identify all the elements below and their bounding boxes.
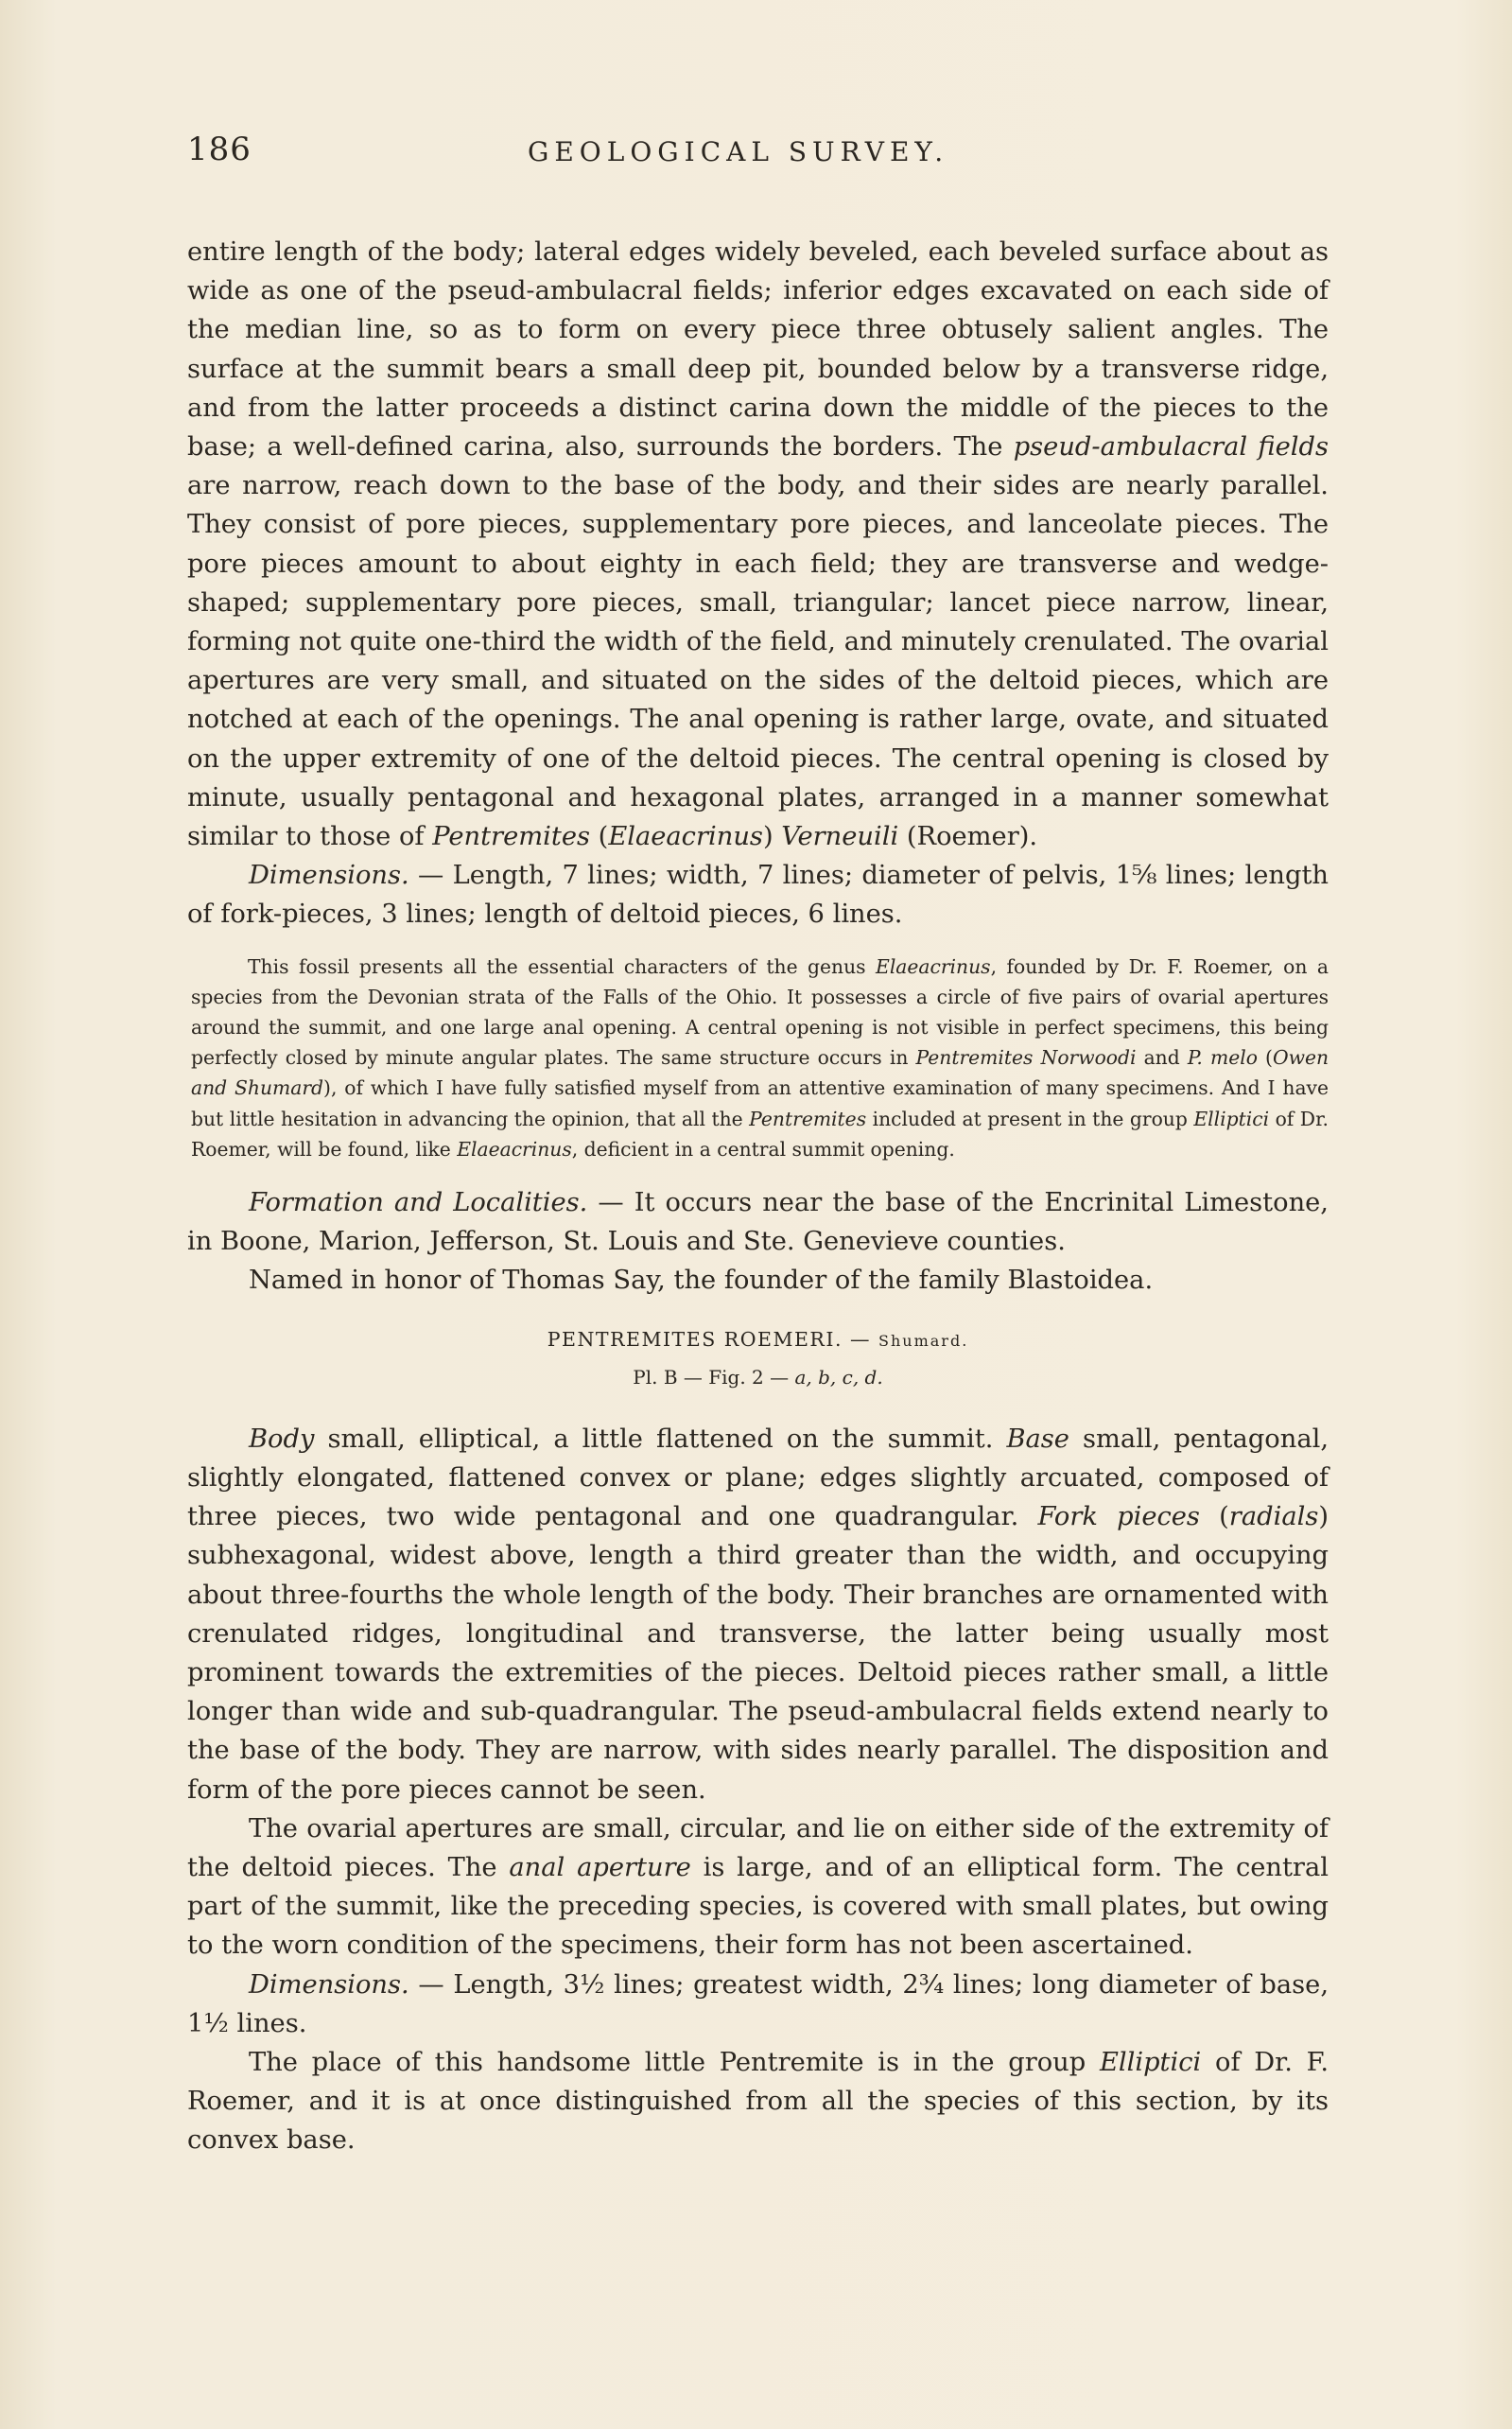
italic-term: Base [1006,1424,1069,1454]
footnote-remarks [191,952,1329,1164]
text-run: The place of this handsome little Pentremite is in the group [249,2047,1100,2077]
text-run: and [1136,1046,1188,1070]
paragraph-body-description [187,1420,1329,1809]
plate-label: Pl. B — Fig. 2 — [633,1365,795,1389]
text-run: — Length, 3½ lines; greatest width, 2¾ lines; long diameter of base, 1½ lines. [187,1969,1329,2038]
paragraph-ovarial [187,1809,1329,1966]
text-run: ( [590,822,609,852]
page-body [187,233,1329,2160]
italic-term: Elliptici [1099,2047,1202,2077]
text-run: of Dr. Roemer, will be found, like [191,1107,1329,1161]
text-run: This fossil presents all the essential characters of the genus [248,954,877,978]
italic-term: Body [249,1424,315,1454]
text-run: small, pentagonal, slightly elongated, flattened convex or plane; edges slightly arcuated, composed of three pieces, two wide pentagonal and one quadrangular. [187,1424,1330,1532]
text-run: ( [1199,1502,1229,1532]
italic-term: pseud-ambulacral fields [1013,432,1329,463]
text-run: are narrow, reach down to the base of the body, and their sides are nearly parallel. They consist of pore pieces, supplementary pore pieces, and lanceolate pieces. The pore pieces amount to about eighty in each field; they are transverse and wedge-shaped; supplementary pore pieces, small, triangular; lancet piece narrow, linear, forming not quite one-third the width of the field, and minutely crenulated. The ovarial apertures are very small, and situated on the sides of the deltoid pieces, which are notched at each of the openings. The anal opening is rather large, ovate, and situated on the upper extremity of one of the deltoid pieces. The central opening is closed by minute, usually pentagonal and hexagonal plates, arranged in a manner somewhat similar to those of [187,471,1329,852]
text-run: small, elliptical, a little flattened on the summit. [314,1424,1007,1454]
text-run: The ovarial apertures are small, circular, and lie on either side of the extremity of the deltoid pieces. The [187,1813,1329,1882]
italic-term: Elaeacrinus [876,954,991,978]
italic-term: Elaeacrinus [608,822,763,852]
text-run: ), of which I have fully satisfied myself from an attentive examination of many specimens. And I have but little hesitation in advancing the opinion, that all the [191,1076,1329,1130]
paragraph-formation [187,1183,1329,1261]
text-run: of Dr. F. Roemer, and it is at once distinguished from all the species of this section, by its convex base. [187,2047,1329,2156]
text-run: ( [1257,1046,1273,1070]
species-name: PENTREMITES ROEMERI. — [547,1327,879,1351]
species-heading [187,1323,1329,1357]
italic-term: P. melo [1187,1046,1258,1070]
italic-term: Elaeacrinus [457,1137,572,1161]
italic-term: radials [1228,1502,1319,1532]
text-run: — Length, 7 lines; width, 7 lines; diameter of pelvis, 1⅝ lines; length of fork-pieces, 3 lines; length of deltoid pieces, 6 lines. [187,861,1329,930]
text-run: included at present in the group [866,1107,1194,1130]
italic-term: Fork pieces [1037,1502,1200,1532]
text-run: entire length of the body; lateral edges widely beveled, each beveled surface about as wide as one of the pseud-ambulacral fields; inferior edges excavated on each side of the median line, so as to form on every piece three obtusely salient angles. The surface at the summit bears a small deep pit, bounded below by a transverse ridge, and from the latter proceeds a distinct carina down the middle of the pieces to the base; a well-defined carina, also, surrounds the borders. The [187,237,1329,463]
page-header [187,131,1329,187]
text-run: , deficient in a central summit opening. [571,1137,955,1161]
italic-term: Pentremites [432,822,590,852]
italic-term: Verneuili [781,822,899,852]
running-title: GEOLOGICAL SURVEY. [528,136,949,167]
italic-term: Owen and Shumard [191,1046,1330,1100]
paragraph-description [187,233,1329,856]
text-run: ) [762,822,782,852]
italic-term: Pentremites [749,1107,867,1130]
paragraph-dimensions-2 [187,1966,1329,2043]
dimensions-label: Dimensions. [249,861,409,891]
formation-label: Formation and Localities. [249,1188,588,1218]
paragraph-classification [187,2043,1329,2160]
italic-term: Pentremites Norwoodi [915,1046,1137,1070]
italic-term: anal aperture [509,1852,691,1882]
text-run: — It occurs near the base of the Encrinital Limestone, in Boone, Marion, Jefferson, St. Louis and Ste. Genevieve counties. [187,1188,1329,1257]
paragraph-naming: Named in honor of Thomas Say, the founder of the family Blastoidea. [249,1266,1154,1296]
italic-term: Elliptici [1193,1107,1270,1130]
species-author: Shumard. [878,1331,969,1350]
paragraph-dimensions [187,856,1329,934]
dimensions-label: Dimensions. [249,1969,409,2000]
page-number: 186 [187,131,252,168]
text-run: ) subhexagonal, widest above, length a third greater than the width, and occupying about three-fourths the whole length of the body. Their branches are ornamented with crenulated ridges, longitudinal and transverse, the latter being usually most prominent towards the extremities of the pieces. Deltoid pieces rather small, a little longer than wide and sub-quadrangular. The pseud-ambulacral fields extend nearly to the base of the body. They are narrow, with sides nearly parallel. The disposition and form of the pore pieces cannot be seen. [187,1502,1329,1805]
text-run: is large, and of an elliptical form. The central part of the summit, like the preceding species, is covered with small plates, but owing to the worn condition of the specimens, their form has not been ascertained. [187,1852,1329,1961]
text-run: , founded by Dr. F. Roemer, on a species from the Devonian strata of the Falls of the Ohio. It possesses a circle of five pairs of ovarial apertures around the summit, and one large anal opening. A central opening is not visible in perfect specimens, this being perfectly closed by minute angular plates. The same structure occurs in [191,954,1329,1070]
text-run: (Roemer). [898,822,1038,852]
figure-letters: a, b, c, d. [794,1365,883,1389]
plate-reference [187,1363,1329,1391]
